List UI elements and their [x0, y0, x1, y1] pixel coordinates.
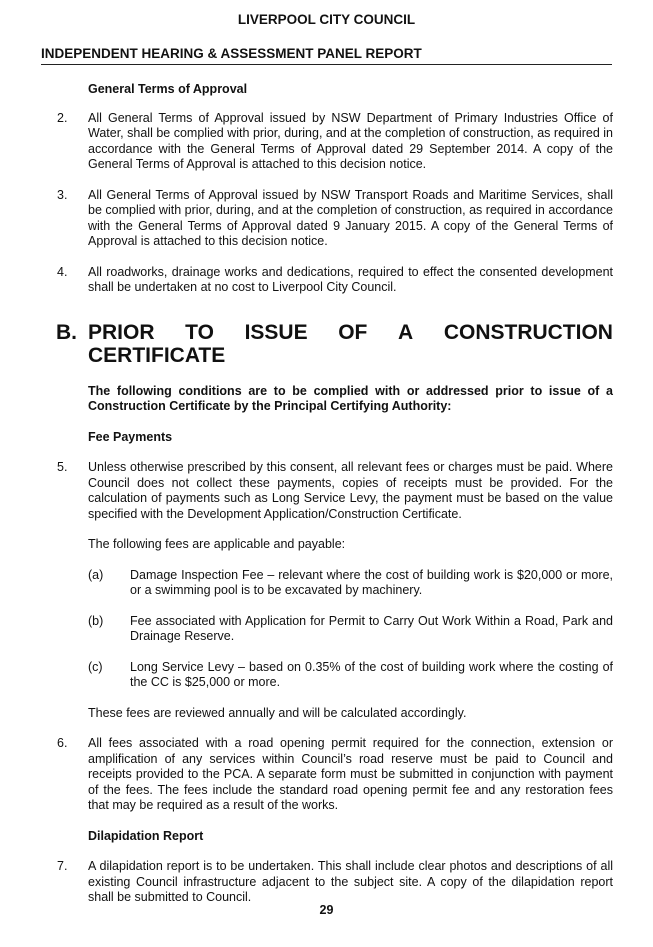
fee-item-c	[57, 660, 613, 691]
condition-item-4	[57, 265, 613, 296]
condition-item-3	[57, 188, 613, 250]
fee-item-b	[57, 614, 613, 645]
fee-letter: (b)	[88, 613, 104, 628]
item-text: A dilapidation report is to be undertaken. This shall include clear photos and descriptions of all existing Council infrastructure adjacent to the subject site. A copy of the dilapidation report shall be submitted to Council.	[88, 859, 613, 904]
page-number: 29	[319, 903, 334, 917]
condition-item-7	[57, 859, 613, 906]
title-word: OF	[338, 320, 368, 344]
fee-text: Damage Inspection Fee – relevant where the cost of building work is $20,000 or more, or a swimming pool is to be excavated by machinery.	[130, 567, 613, 597]
item-text: All General Terms of Approval issued by NSW Department of Primary Industries Office of Water, shall be complied with prior, during, and at the completion of construction, as required in accordance with the General Terms of Approval dated 29 September 2014. A copy of the General Terms of Approval is attached to this decision notice.	[88, 110, 613, 171]
item-text: All roadworks, drainage works and dedications, required to effect the consented development shall be undertaken at no cost to Liverpool City Council.	[88, 264, 613, 294]
item-text: All General Terms of Approval issued by NSW Transport Roads and Maritime Services, shall be complied with prior, during, and at the completion of construction, as required in accordance with the General Terms of Approval dated 9 January 2015. A copy of the General Terms of Approval is attached to this decision notice.	[88, 187, 613, 248]
title-word: PRIOR	[88, 320, 155, 344]
fee-text: Long Service Levy – based on 0.35% of the cost of building work where the costing of the CC is $25,000 or more.	[130, 659, 613, 689]
fee-text: Fee associated with Application for Permit to Carry Out Work Within a Road, Park and Drainage Reserve.	[130, 613, 613, 643]
item-number: 5.	[57, 460, 68, 474]
item-text: All fees associated with a road opening permit required for the connection, extension or amplification of any services within Council’s road reserve must be paid to Council and receipts provided to the PCA. A separate form must be submitted in conjunction with payment of the fees. The fees include the standard road opening permit fee and any restoration fees that may be required as a result of the works.	[88, 736, 613, 812]
condition-item-5	[57, 460, 613, 522]
title-word: A	[398, 320, 414, 344]
section-title-line2: CERTIFICATE	[88, 343, 226, 367]
council-name: LIVERPOOL CITY COUNCIL	[237, 12, 416, 27]
section-intro: The following conditions are to be complied with or addressed prior to issue of a Construction Certificate by the Principal Certifying Authority:	[88, 383, 613, 413]
item-number: 6.	[57, 736, 68, 750]
fee-letter: (c)	[88, 659, 103, 674]
subheading-general-terms: General Terms of Approval	[88, 82, 248, 96]
fee-letter: (a)	[88, 567, 104, 582]
document-body	[57, 82, 613, 906]
section-heading-b	[56, 321, 613, 367]
subheading-dilapidation: Dilapidation Report	[88, 828, 204, 843]
condition-item-2	[57, 111, 613, 173]
fees-note: These fees are reviewed annually and will be calculated accordingly.	[88, 705, 467, 720]
fees-intro: The following fees are applicable and payable:	[88, 537, 346, 551]
header-rule	[41, 64, 612, 65]
item-number: 4.	[57, 264, 68, 279]
condition-item-6	[57, 736, 613, 814]
item-number: 3.	[57, 187, 68, 202]
report-title: INDEPENDENT HEARING & ASSESSMENT PANEL REPORT	[41, 46, 422, 61]
item-number: 7.	[57, 859, 68, 873]
title-word: TO	[185, 320, 214, 344]
item-number: 2.	[57, 110, 68, 125]
section-title-line1	[88, 321, 613, 344]
fee-item-a	[57, 568, 613, 599]
section-letter: B.	[56, 320, 77, 344]
item-text: Unless otherwise prescribed by this consent, all relevant fees or charges must be paid. Where Council does not collect these payments, copies of receipts must be provided. For the calculation of payments such as Long Service Levy, the payment must be based on the value specified with the Development Application/Construction Certificate.	[88, 460, 613, 521]
title-word: ISSUE	[244, 320, 308, 344]
title-word: CONSTRUCTION	[443, 320, 613, 344]
subheading-fee-payments: Fee Payments	[88, 429, 173, 444]
